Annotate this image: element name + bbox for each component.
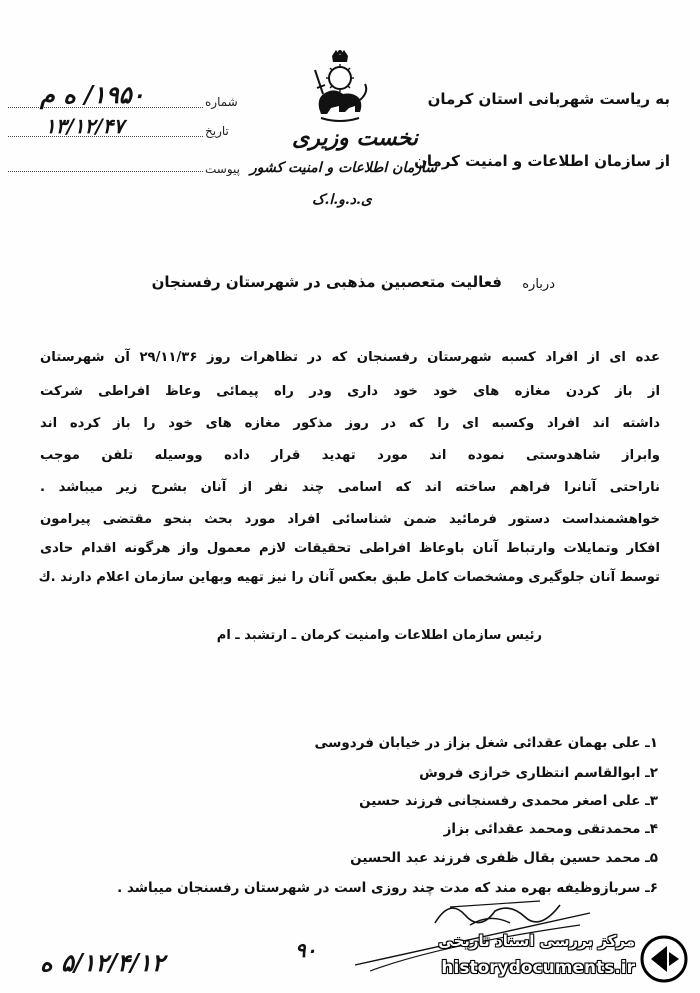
sender-line: از سازمان اطلاعات و امنیت کرمان — [414, 152, 670, 170]
emblem-code: ی.د.و.ا.ک — [312, 192, 372, 208]
list-item: ۱ـ علی بهمان عقدائی شغل بزاز در خیابان فردوسی — [314, 735, 658, 751]
list-item: ۴ـ محمدتقی ومحمد عقدائی بزاز — [443, 821, 658, 837]
number-label: شماره — [205, 95, 238, 109]
body-line: از باز کردن مغازه های خود خود داری ودر راه پیمائی وعاظ افراطی شرکت — [40, 384, 660, 399]
signature-line: رئیس سازمان اطلاعات وامنیت کرمان ـ ارتشبد ـ ام — [216, 628, 542, 643]
body-line: وابراز شاهدوستی نموده اند مورد تهدید قرار داده ووسیله تلفن موجب — [40, 448, 660, 463]
subject-text: فعالیت متعصبین مذهبی در شهرستان رفسنجان — [151, 273, 502, 291]
number-value: ۱۹۵۰/ ه م — [40, 80, 145, 109]
watermark-logo-icon — [639, 934, 689, 984]
date-label: تاریخ — [205, 124, 229, 138]
body-line: ناراحتی آنانرا فراهم ساخته اند که اسامی چند نفر از آنان بشرح زیر میباشد . — [40, 480, 660, 495]
lion-and-sun-emblem-icon — [305, 48, 375, 123]
body-line: داشته اند افراد وکسبه ای را که در روز مذکور مغازه های خود را باز کرده اند — [40, 416, 660, 431]
handwritten-mark: ٩٠ — [295, 938, 317, 962]
list-item: ۲ـ ابوالقاسم انتظاری خرازی فروش — [419, 765, 658, 781]
body-line: عده ای از افراد کسبه شهرستان رفسنجان که در تظاهرات روز ۲۹/۱۱/۳۶ آن شهرستان — [40, 350, 660, 365]
watermark-title: مرکز بررسی اسناد تاریخی — [438, 932, 635, 950]
watermark-url: historydocuments.ir — [441, 958, 635, 978]
date-value: ۱۳/۱۲/۴۷ — [45, 114, 125, 138]
watermark — [425, 930, 695, 990]
recipient-line: به ریاست شهربانی استان کرمان — [427, 90, 670, 108]
body-line: توسط آنان جلوگیری ومشخصات کامل طبق بعکس آنان را نیز تهیه وبهاین سازمان اعلام دارند .ك — [38, 570, 660, 585]
body-line: خواهشمنداست دستور فرمائید ضمن شناسائی افراد مورد بحث بنحو مقتضی پیرامون — [40, 512, 660, 527]
list-item: ۳ـ علی اصغر محمدی رفسنجانی فرزند حسین — [359, 793, 658, 809]
attachment-label: پیوست — [205, 162, 240, 176]
footer-handwritten-date: ۵/۱۲/۴/۱۲ ه — [40, 948, 165, 977]
emblem-organization: سازمان اطلاعات و امنیت کشور — [250, 160, 437, 176]
list-item: ۵ـ محمد حسین بقال ظفری فرزند عبد الحسین — [350, 850, 658, 866]
subject-label: درباره — [522, 277, 555, 292]
emblem-title: نخست وزیری — [292, 125, 418, 151]
body-line: افکار وتمایلات وارتباط آنان باوعاظ افراطی تحقیقات لازم معمول واز هرگونه اقدام حادی — [40, 541, 660, 556]
attachment-dotted-line — [8, 170, 203, 172]
list-item: ۶ـ سربازوظیفه بهره مند که مدت چند روزی است در شهرستان رفسنجان میباشد . — [117, 880, 658, 896]
